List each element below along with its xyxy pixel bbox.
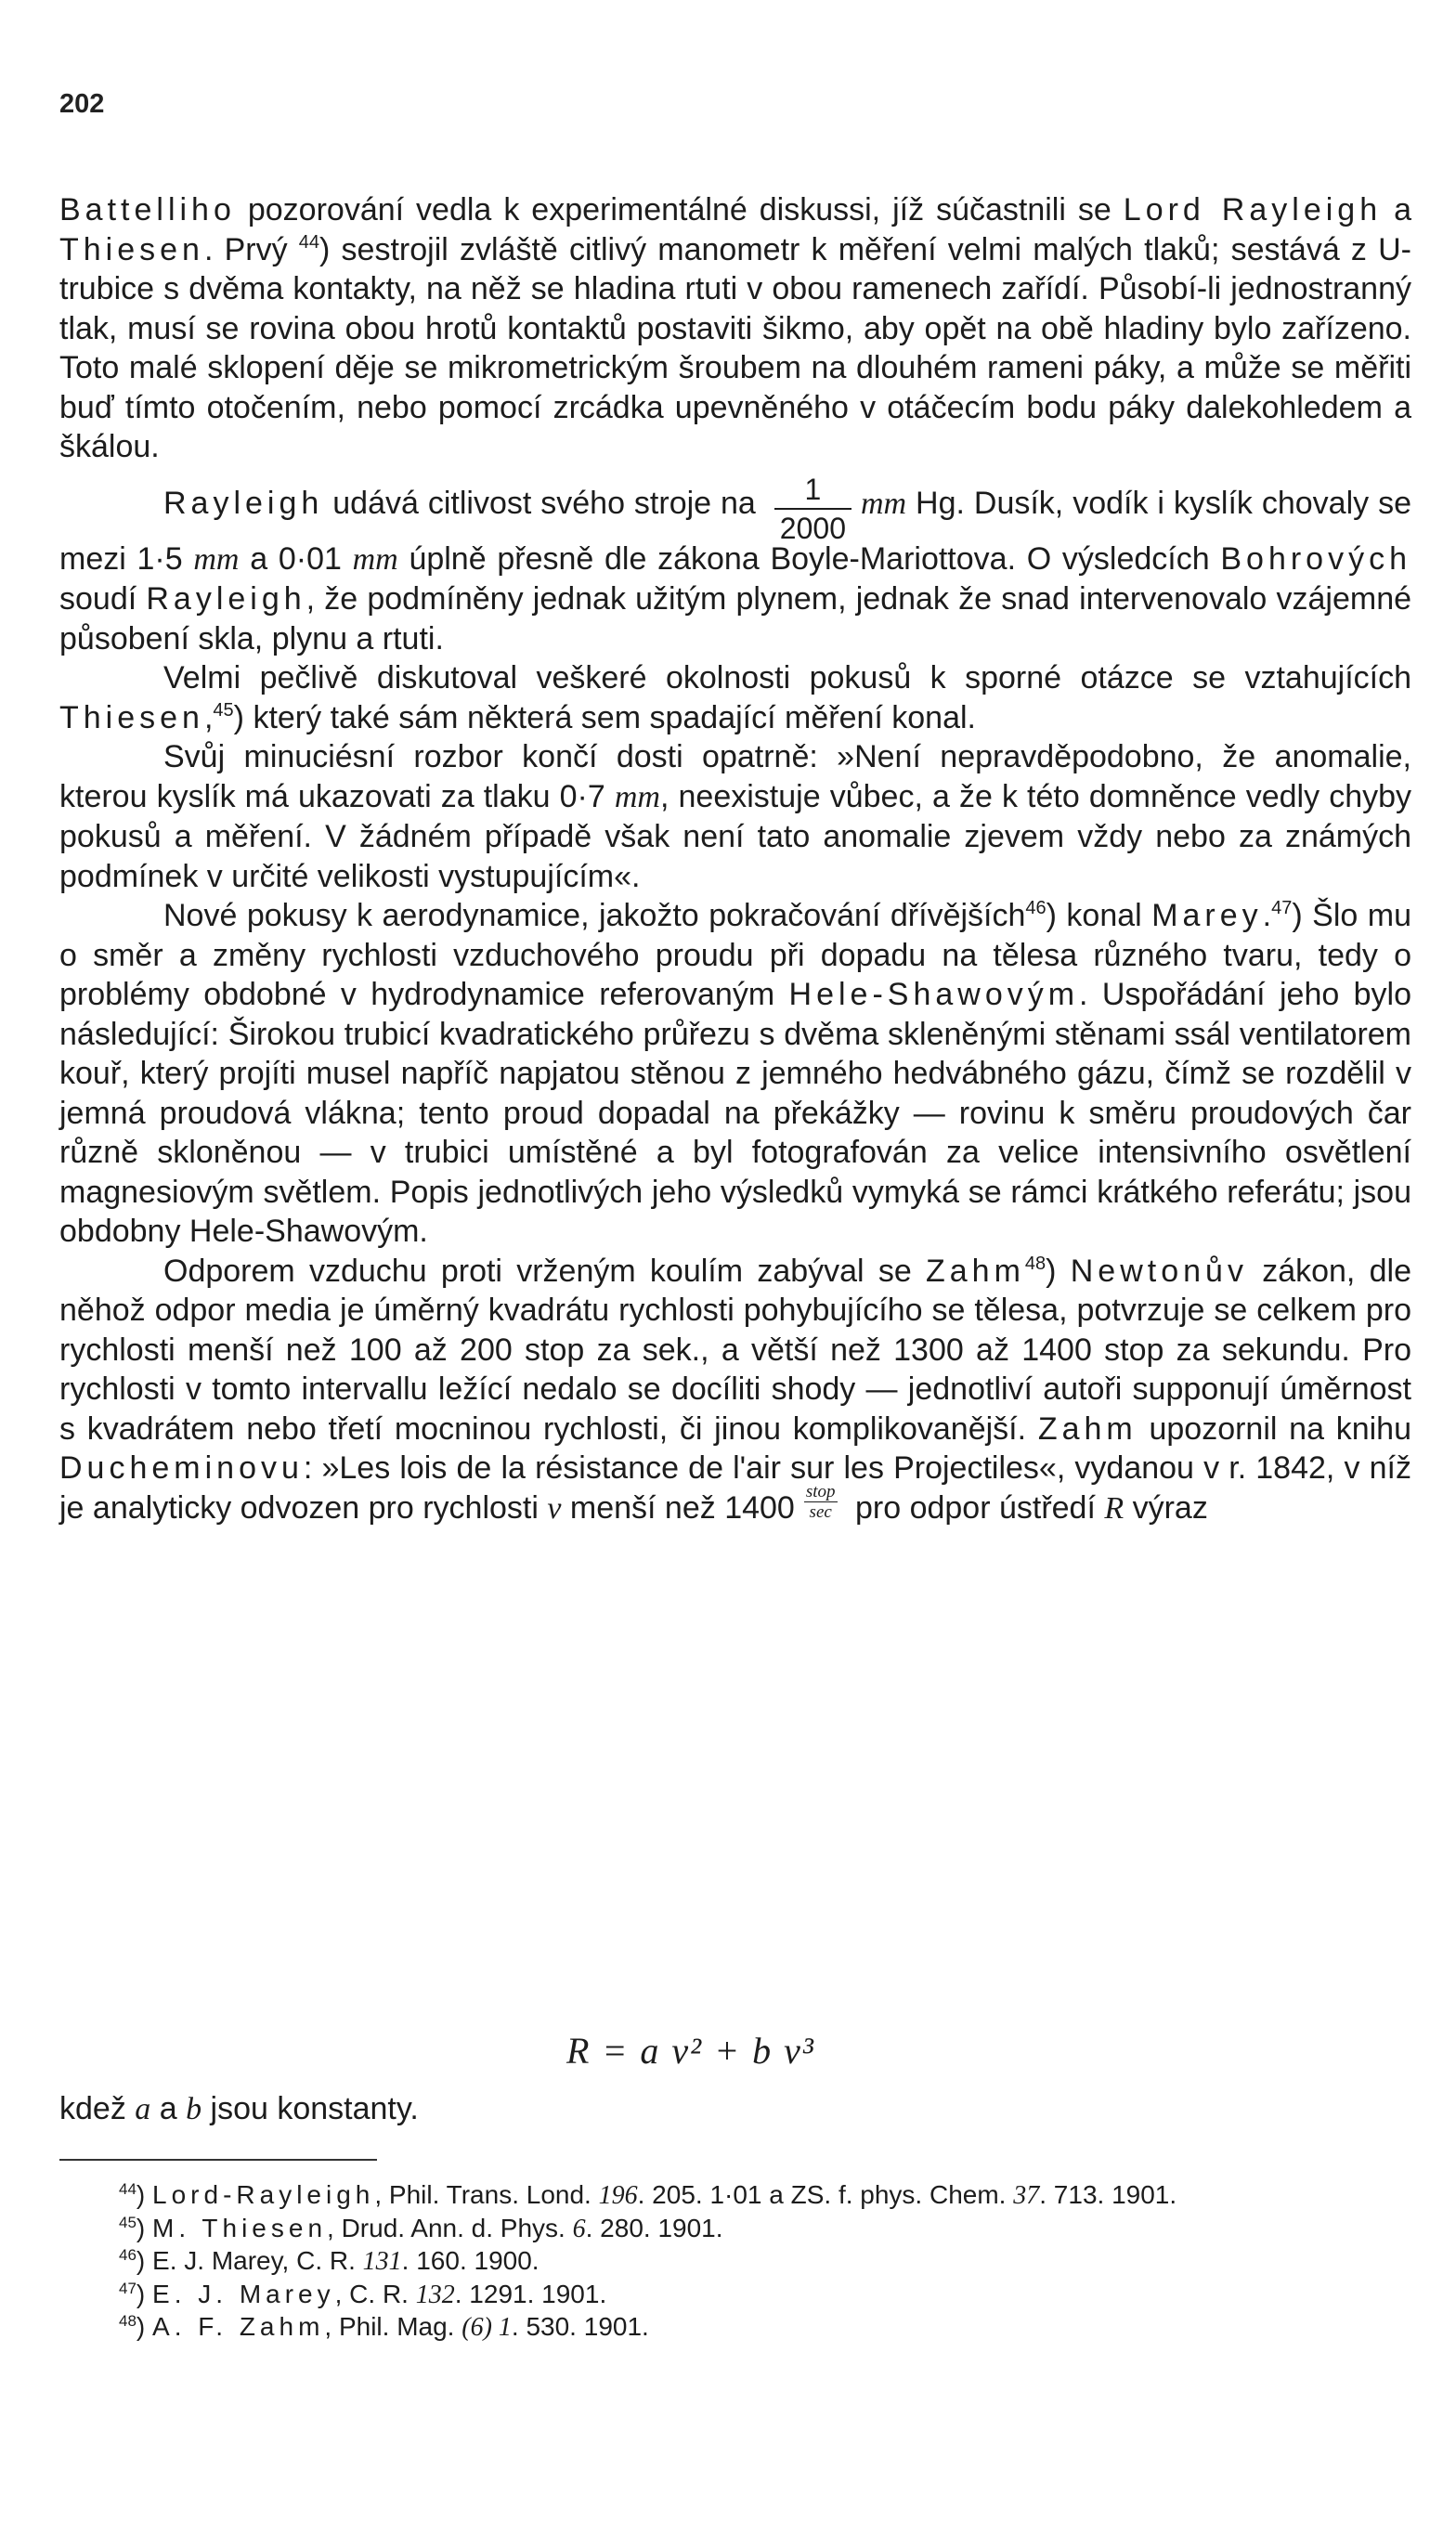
text-run: Odporem vzduchu proti vrženým koulím zabýval se [163, 1253, 926, 1289]
footnote-volume: 196 [598, 2181, 638, 2210]
text-run: Ducheminovu [59, 1450, 304, 1486]
text-run: , Phil. Trans. Lond. [374, 2180, 599, 2209]
fraction-unit [804, 1482, 838, 1522]
text-run: Thiesen [59, 699, 204, 735]
text-run: Rayleigh [146, 581, 306, 617]
body-text [59, 190, 1411, 1529]
footnote-mark: 44 [119, 2180, 136, 2198]
text-run: pro odpor ústředí [846, 1489, 1105, 1526]
text-run: a 0·01 [239, 540, 353, 577]
text-run: soudí [59, 581, 147, 617]
text-run: a [150, 2091, 187, 2126]
footnote-volume: 37 [1013, 2181, 1040, 2210]
text-run: zákon, dle něhož odpor media je úměrný kvadrátu rychlosti pohybujícího se tělesa, potvrzuje se celkem pro rychlosti menší než 100 až 200 stop za sek., a větší než 1300 až 1400 stop za sekundu. Pro rychlosti v tomto intervallu ležící nedalo se docíliti shody — jednotliví autoři supponují úměrnost s kvadrátem nebo třetí mocninou rychlosti, či jinou komplikovanější. [59, 1253, 1411, 1447]
footnote-ref: 48 [1024, 1253, 1046, 1274]
fraction-denominator: sec [809, 1502, 832, 1523]
footnote-44: $^{44}$) Lord-Rayleigh, Phil. Trans. Lond. 196. 205. 1·01 a ZS. f. phys. Chem. 37. 713. 1901. [119, 2180, 1177, 2210]
footnote-mark: 48 [119, 2312, 136, 2330]
footnote-divider [59, 2159, 377, 2161]
text-run: , Phil. Mag. [324, 2312, 462, 2341]
variable-r: R [1104, 1490, 1124, 1526]
footnote-mark: 47 [119, 2279, 136, 2297]
text-run: jsou konstanty. [202, 2091, 419, 2126]
text-run: Zahm [926, 1253, 1025, 1289]
text-run: Battelliho [59, 192, 236, 227]
text-run: , C. R. [281, 2246, 363, 2275]
footnote-ref: 44 [298, 231, 320, 253]
text-run: , že podmíněny jednak užitým plynem, jednak že snad intervenovalo vzájemné působení skla, plynu a rtuti. [59, 581, 1412, 656]
text-run: , [203, 699, 214, 735]
paragraph-4 [59, 737, 1411, 896]
footnote-47: $^{47}$) E. J. Marey, C. R. 132. 1291. 1901. [119, 2279, 607, 2309]
footnote-volume: 6 [572, 2214, 586, 2243]
footnote-volume: (6) 1 [462, 2313, 512, 2342]
text-run: a [1382, 192, 1411, 227]
footnote-author: M. Thiesen [152, 2213, 328, 2242]
variable-b: b [186, 2092, 202, 2126]
text-run: , C. R. [334, 2279, 416, 2308]
text-run: Velmi pečlivě diskutoval veškeré okolnosti pokusů k sporné otázce se vztahujících [163, 660, 1411, 695]
text-run: , Drud. Ann. d. Phys. [327, 2213, 573, 2242]
text-run: , neexistuje vůbec, a že k této domněnce vedly chyby pokusů a měření. V žádném případě však není tato anomalie zjevem vždy nebo za známých podmínek v určité velikosti vystupujícím«. [59, 778, 1412, 894]
variable-v: v [547, 1490, 562, 1526]
text-run: Hg. Dusík, vodík i kyslík chovaly se mezi 1·5 [59, 485, 1411, 577]
text-run: ) sestrojil zvláště citlivý manometr k měření velmi malých tlaků; sestává z U-trubice s dvěma kontakty, na něž se hladina rtuti v obou ramenech zařídí. Působí-li jednostranný tlak, musí se rovina obou hrotů kontaktů postaviti šikmo, aby opět na obě hladiny bylo zařízeno. Toto malé sklopení děje se mikrometrickým šroubem na dlouhém rameni páky, a může se měřiti buď tímto otočením, nebo pomocí zrcádka upevněného v otáčecím bodu páky dalekohledem a škálou. [59, 231, 1411, 464]
footnote-volume: 131 [362, 2247, 402, 2276]
fraction [774, 474, 852, 543]
footnote-mark: 46 [119, 2246, 136, 2264]
paragraph-5 [59, 896, 1411, 1252]
paragraph-3 [59, 658, 1411, 737]
footnote-ref: 45 [213, 699, 234, 721]
text-run: Svůj minuciésní rozbor končí dosti opatrně: »Není nepravděpodobno, že anomalie, kterou kyslík má ukazovati za tlaku 0·7 [59, 739, 1411, 814]
text-run: . Prvý [203, 231, 299, 267]
footnote-volume: 132 [415, 2280, 455, 2309]
unit-mm: mm [614, 779, 660, 814]
text-run: . 160. 1900. [401, 2246, 540, 2275]
footnote-author: Lord-Rayleigh [152, 2180, 375, 2209]
unit-mm: mm [860, 486, 907, 521]
footnote-ref: 46 [1025, 898, 1046, 918]
footnotes [59, 2179, 1411, 2345]
text-run: Marey [1151, 898, 1263, 933]
fraction-numerator: stop [805, 1482, 836, 1502]
text-run: Newtonův [1070, 1253, 1248, 1289]
text-run: Bohrových [1220, 540, 1411, 577]
text-run: Nové pokusy k aerodynamice, jakožto pokračování dřívějších [163, 898, 1026, 933]
paragraph-6 [59, 1252, 1411, 1530]
text-run: kdež [59, 2091, 136, 2126]
text-run: Thiesen [59, 231, 204, 267]
text-run: ) [1046, 1253, 1071, 1289]
text-run: . 1291. 1901. [454, 2279, 607, 2308]
footnote-48: $^{48}$) A. F. Zahm, Phil. Mag. (6) 1. 530. 1901. [119, 2312, 649, 2342]
text-run: výraz [1124, 1489, 1208, 1526]
text-run: pozorování vedla k experimentálné diskussi, jíž súčastnili se [235, 192, 1124, 227]
footnote-46: $^{46}$) E. J. Marey, C. R. 131. 160. 1900. [119, 2246, 540, 2276]
text-run: . [1262, 898, 1272, 933]
variable-a: a [135, 2092, 151, 2126]
formula: R = a v² + b v³ [566, 2030, 815, 2072]
text-run: . Uspořádání jeho bylo následující: Širokou trubicí kvadratického průřezu s dvěma skleněnými stěnami ssál ventilatorem kouř, který projíti musel napříč napjatou stěnou z jemného hedvábného gázu, čímž se rozdělil v jemná proudová vlákna; tento proud dopadal na překážky — rovinu k směru proudových čar různě skloněnou — v trubici umístěné a byl fotografován za velice intensivního osvětlení magnesiovým světlem. Popis jednotlivých jeho výsledků vymyká se rámci krátkého referátu; jsou obdobny Hele-Shawovým. [59, 977, 1411, 1249]
text-run: Lord Rayleigh [1123, 192, 1383, 227]
text-run: Rayleigh [163, 485, 324, 521]
page-number: 202 [59, 89, 105, 119]
fraction-denominator: 2000 [779, 511, 846, 545]
paragraph-2 [59, 471, 1411, 659]
footnote-author: E. J. Marey [152, 2246, 282, 2275]
text-run: úplně přesně dle zákona Boyle-Mariottova. O výsledcích [397, 540, 1221, 577]
fraction-numerator: 1 [774, 474, 852, 510]
text-run: ) který také sám některá sem spadající měření konal. [233, 699, 977, 735]
text-run: ) Šlo mu o směr a změny rychlosti vzduchového proudu při dopadu na tělesa různého tvaru, tedy o problémy obdobné v hydrodynamice referovaným [59, 898, 1411, 1012]
footnote-ref: 47 [1271, 898, 1293, 918]
footnote-mark: 45 [119, 2213, 136, 2231]
paragraph-1 [59, 190, 1411, 467]
unit-mm: mm [352, 541, 398, 577]
text-run: udává citlivost svého stroje na [323, 485, 765, 521]
text-run: . 530. 1901. [511, 2312, 649, 2341]
text-run: menší než 1400 [561, 1489, 795, 1526]
text-run: Zahm [1037, 1410, 1138, 1447]
footnote-author: A. F. Zahm [152, 2312, 325, 2341]
text-run: . 713. 1901. [1039, 2180, 1177, 2209]
text-run: ) konal [1046, 898, 1152, 933]
footnote-45: $^{45}$) M. Thiesen, Drud. Ann. d. Phys. 6. 280. 1901. [119, 2213, 723, 2243]
footnote-author: E. J. Marey [152, 2279, 335, 2308]
text-run: upozornil na knihu [1137, 1410, 1412, 1447]
formula-explanation [59, 2091, 419, 2127]
text-run: : »Les lois de la résistance de l'air sur les Projectiles«, vydanou v r. 1842, v níž je analyticky odvozen pro rychlosti [59, 1450, 1411, 1526]
text-run: Hele-Shawovým [788, 977, 1080, 1012]
text-run: . 205. 1·01 a ZS. f. phys. Chem. [637, 2180, 1014, 2209]
unit-mm: mm [193, 541, 240, 577]
text-run: . 280. 1901. [585, 2213, 723, 2242]
